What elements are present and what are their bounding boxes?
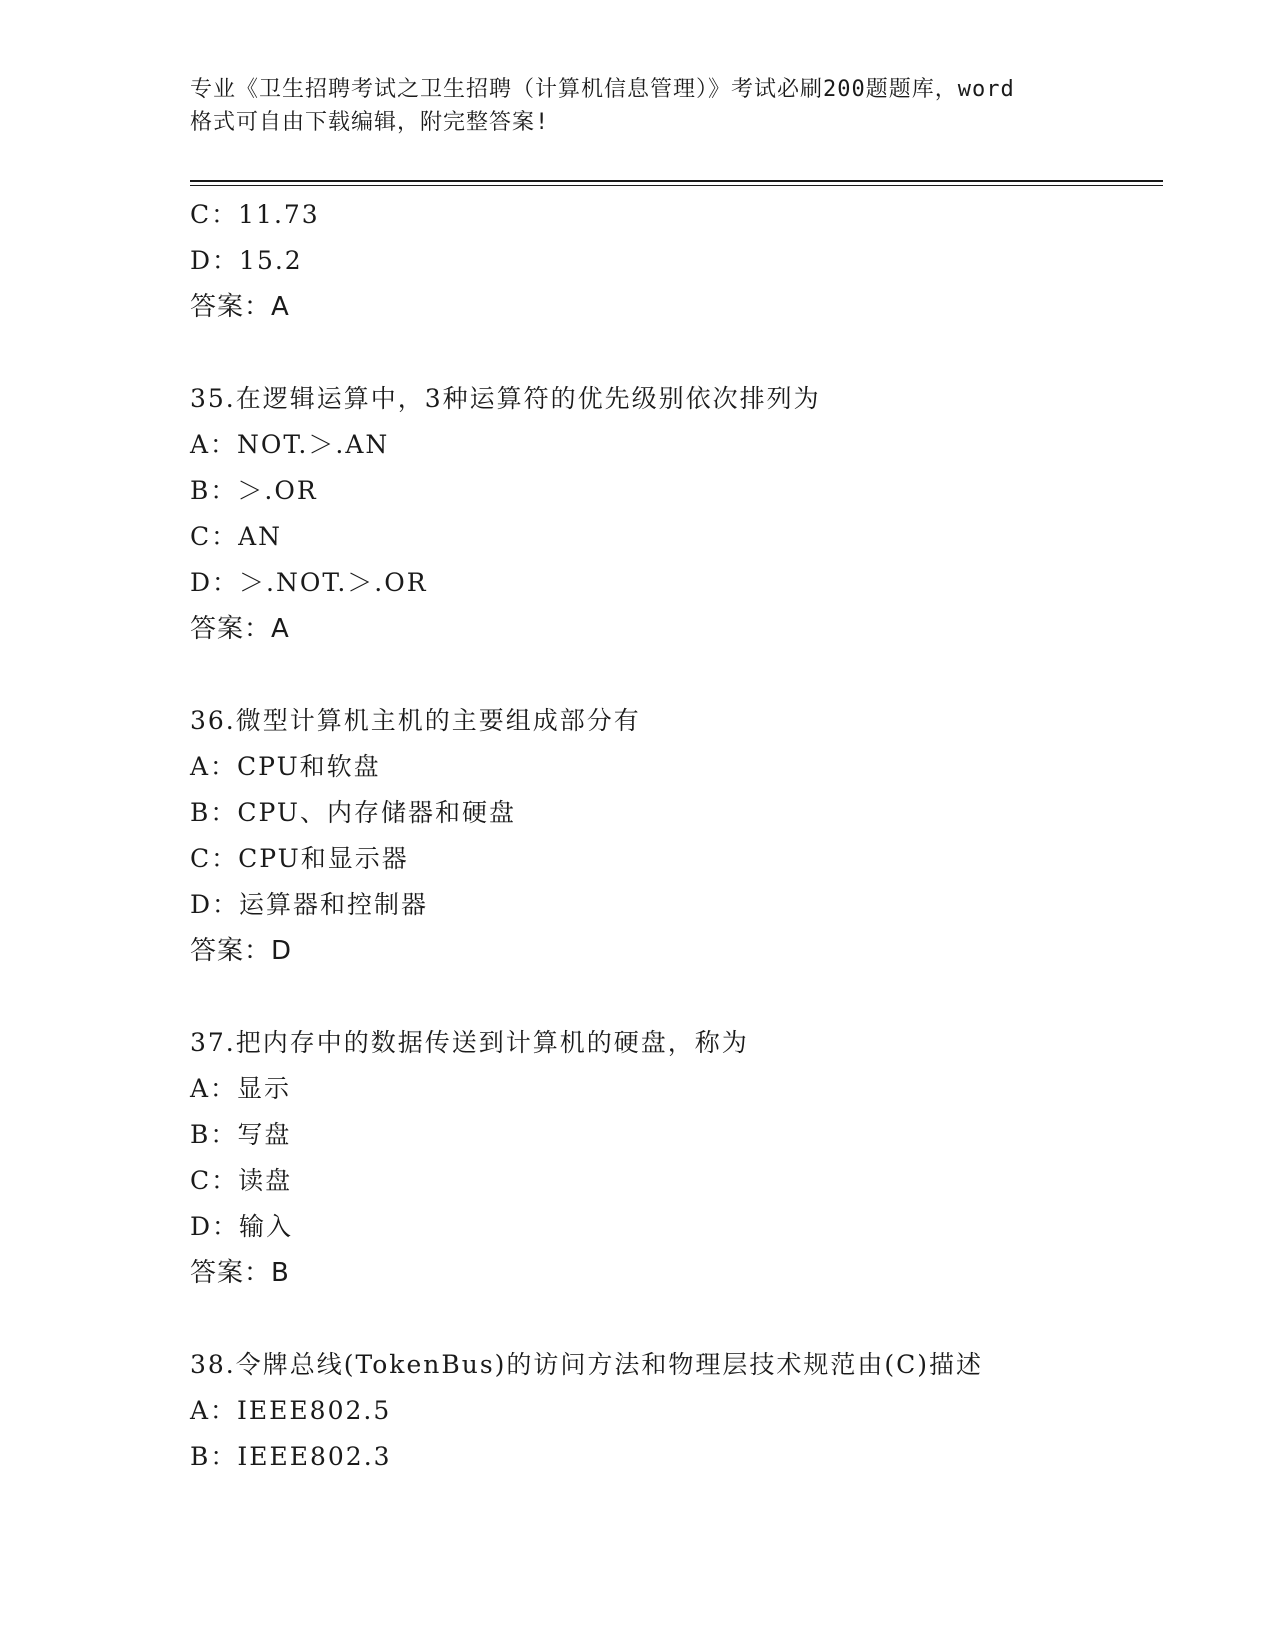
answer: 答案：A xyxy=(190,292,290,322)
question-36 xyxy=(190,698,1150,974)
header-title-line-2: 格式可自由下载编辑，附完整答案! xyxy=(190,110,550,135)
option-d: D：15.2 xyxy=(190,246,303,275)
header-title-line-1: 专业《卫生招聘考试之卫生招聘（计算机信息管理）》考试必刷200题题库，word xyxy=(190,77,1015,102)
spacer xyxy=(190,1296,1150,1342)
spacer xyxy=(190,330,1150,376)
document-body xyxy=(190,192,1150,1480)
option-a: A：NOT.＞.AN xyxy=(190,430,390,459)
option-b: B：写盘 xyxy=(190,1120,292,1149)
document-header xyxy=(190,73,1110,139)
spacer xyxy=(190,652,1150,698)
option-a: A：显示 xyxy=(190,1074,292,1103)
option-b: B：＞.OR xyxy=(190,476,318,505)
answer: 答案：D xyxy=(190,936,293,966)
option-c: C：CPU和显示器 xyxy=(190,844,409,873)
question-text: 35.在逻辑运算中，3种运算符的优先级别依次排列为 xyxy=(190,384,821,413)
option-c: C：读盘 xyxy=(190,1166,293,1195)
answer: 答案：B xyxy=(190,1258,290,1288)
option-c: C：AN xyxy=(190,522,283,551)
question-text: 37.把内存中的数据传送到计算机的硬盘，称为 xyxy=(190,1028,749,1057)
question-text: 38.令牌总线(TokenBus)的访问方法和物理层技术规范由(C)描述 xyxy=(190,1350,984,1379)
question-34-tail xyxy=(190,192,1150,330)
option-b: B：IEEE802.3 xyxy=(190,1442,392,1471)
option-b: B：CPU、内存储器和硬盘 xyxy=(190,798,516,827)
option-d: D：＞.NOT.＞.OR xyxy=(190,568,428,597)
question-38 xyxy=(190,1342,1150,1480)
option-a: A：CPU和软盘 xyxy=(190,752,381,781)
question-35 xyxy=(190,376,1150,652)
option-c: C：11.73 xyxy=(190,200,320,229)
option-d: D：输入 xyxy=(190,1212,294,1241)
header-divider-thin xyxy=(190,185,1163,186)
answer: 答案：A xyxy=(190,614,290,644)
option-a: A：IEEE802.5 xyxy=(190,1396,392,1425)
option-d: D：运算器和控制器 xyxy=(190,890,429,919)
header-divider-thick xyxy=(190,180,1163,182)
question-37 xyxy=(190,1020,1150,1296)
spacer xyxy=(190,974,1150,1020)
question-text: 36.微型计算机主机的主要组成部分有 xyxy=(190,706,641,735)
